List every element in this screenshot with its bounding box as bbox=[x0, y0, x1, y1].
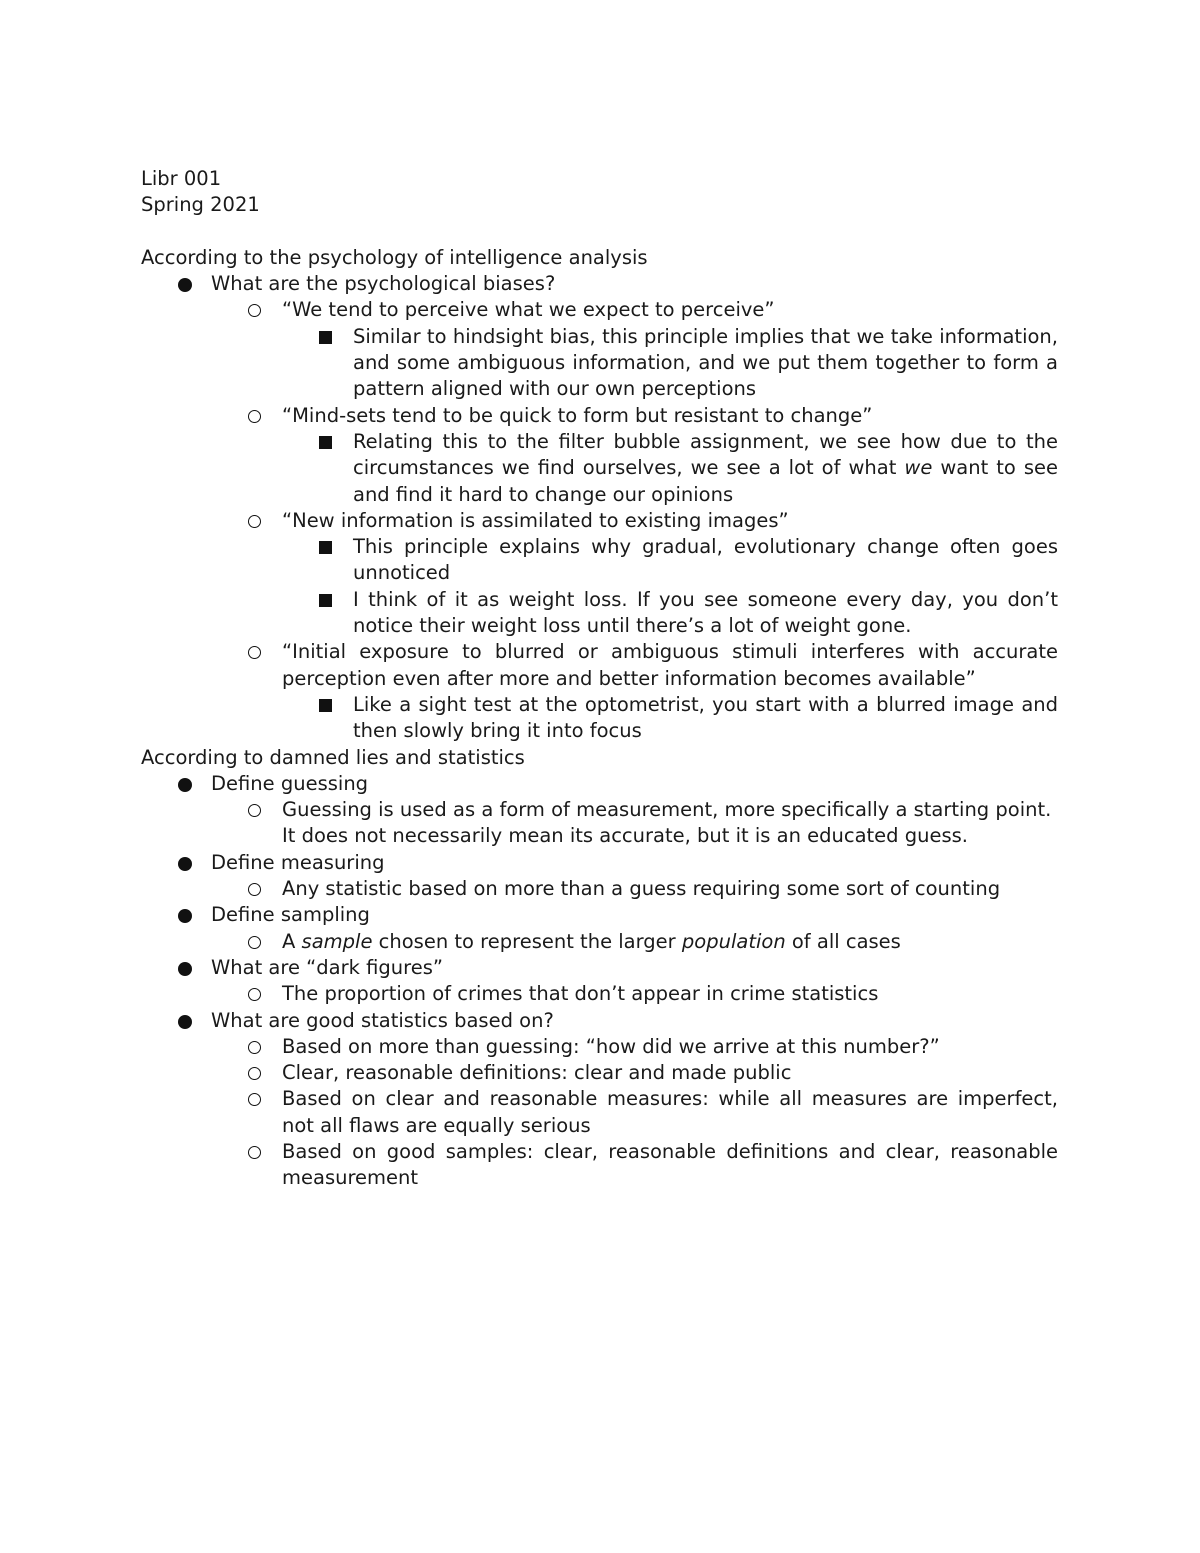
list-item-text: “We tend to perceive what we expect to perceive” bbox=[282, 298, 775, 322]
circle-bullet-icon bbox=[248, 797, 261, 824]
list-item-text: “New information is assimilated to existing images” bbox=[282, 508, 789, 532]
circle-bullet-icon bbox=[248, 1086, 261, 1113]
list-item bbox=[282, 1060, 1058, 1086]
square-bullet-icon bbox=[319, 324, 332, 351]
text-run: chosen to represent the larger bbox=[372, 929, 682, 953]
circle-bullet-icon bbox=[248, 981, 261, 1008]
list-item bbox=[282, 1086, 1058, 1139]
list-item bbox=[282, 876, 1058, 902]
circle-bullet-icon bbox=[248, 403, 261, 430]
list-item-text: Clear, reasonable definitions: clear and made public bbox=[282, 1061, 792, 1085]
list-item-text: Guessing is used as a form of measurement, more specifically a starting point. It does not necessarily mean its accurate, but it is an educated guess. bbox=[282, 798, 1052, 848]
list-item-text: Based on good samples: clear, reasonable definitions and clear, reasonable measurement bbox=[282, 1139, 1058, 1190]
circle-bullet-icon bbox=[248, 297, 261, 324]
bullet-icon bbox=[178, 955, 192, 983]
term: Spring 2021 bbox=[141, 193, 260, 217]
square-bullet-icon bbox=[319, 429, 332, 456]
list-item bbox=[282, 929, 1058, 955]
square-bullet-icon bbox=[319, 692, 332, 719]
bullet-icon bbox=[178, 902, 192, 930]
square-bullet-icon bbox=[319, 534, 332, 561]
list-item-text: Define guessing bbox=[211, 771, 369, 795]
list-item-text: Based on clear and reasonable measures: while all measures are imperfect, not all flaws are equally serious bbox=[282, 1087, 1058, 1137]
list-item-text: Define sampling bbox=[211, 903, 370, 927]
list-item bbox=[282, 639, 1058, 692]
list-item-text: Define measuring bbox=[211, 850, 385, 874]
list-item bbox=[211, 902, 1058, 928]
document-body bbox=[141, 166, 1058, 1192]
list-item bbox=[282, 1034, 1058, 1060]
list-item-text: Similar to hindsight bias, this principle implies that we take information, and some ambiguous information, and we put them together to form a pattern aligned with our own perceptions bbox=[353, 324, 1058, 401]
circle-bullet-icon bbox=[248, 1060, 261, 1087]
emphasis-text: population bbox=[681, 929, 786, 953]
circle-bullet-icon bbox=[248, 929, 261, 956]
list-item-text bbox=[353, 429, 1058, 508]
list-item bbox=[282, 981, 1058, 1007]
text-run: Relating this to the filter bubble assignment, we see how due to the circumstances we find ourselves, we see a lot of what bbox=[353, 429, 1058, 480]
circle-bullet-icon bbox=[248, 1034, 261, 1061]
bullet-icon bbox=[178, 271, 192, 299]
text-run: A bbox=[282, 929, 302, 953]
list-item-text: Like a sight test at the optometrist, you start with a blurred image and then slowly bring it into focus bbox=[353, 692, 1058, 743]
list-item bbox=[211, 271, 1058, 297]
list-item bbox=[353, 429, 1058, 508]
list-item bbox=[211, 771, 1058, 797]
list-item bbox=[353, 587, 1058, 640]
list-item-text: Any statistic based on more than a guess requiring some sort of counting bbox=[282, 877, 1001, 901]
list-item bbox=[353, 534, 1058, 587]
list-item bbox=[282, 403, 1058, 429]
section-heading: According to the psychology of intelligence analysis bbox=[141, 245, 648, 269]
list-item bbox=[353, 324, 1058, 403]
list-item-text: What are “dark figures” bbox=[211, 955, 443, 979]
emphasis-text: we bbox=[904, 456, 933, 480]
list-item-text bbox=[282, 929, 1058, 955]
bullet-icon bbox=[178, 771, 192, 799]
list-item-text: The proportion of crimes that don’t appear in crime statistics bbox=[282, 982, 879, 1006]
list-item-text: “Mind-sets tend to be quick to form but resistant to change” bbox=[282, 403, 873, 427]
list-item-text: “Initial exposure to blurred or ambiguous stimuli interferes with accurate perception even after more and better information becomes available” bbox=[282, 640, 1058, 690]
list-item bbox=[211, 850, 1058, 876]
bullet-icon bbox=[178, 850, 192, 878]
blank-line bbox=[141, 219, 1058, 245]
course-code: Libr 001 bbox=[141, 167, 222, 190]
circle-bullet-icon bbox=[248, 1139, 261, 1166]
text-run: of all cases bbox=[785, 929, 901, 953]
list-item-text: What are good statistics based on? bbox=[211, 1008, 554, 1032]
list-item bbox=[282, 1139, 1058, 1192]
list-item bbox=[282, 508, 1058, 534]
square-bullet-icon bbox=[319, 587, 332, 614]
text-run: want to see and find it hard to change our opinions bbox=[353, 456, 1058, 506]
emphasis-text: sample bbox=[301, 929, 373, 953]
list-item bbox=[282, 297, 1058, 323]
circle-bullet-icon bbox=[248, 639, 261, 666]
section-heading: According to damned lies and statistics bbox=[141, 745, 525, 769]
bullet-icon bbox=[178, 1008, 192, 1036]
list-item bbox=[211, 1008, 1058, 1034]
circle-bullet-icon bbox=[248, 876, 261, 903]
list-item-text: Based on more than guessing: “how did we arrive at this number?” bbox=[282, 1034, 940, 1058]
list-item bbox=[282, 797, 1058, 850]
circle-bullet-icon bbox=[248, 508, 261, 535]
list-item-text: What are the psychological biases? bbox=[211, 272, 556, 296]
list-item-text: I think of it as weight loss. If you see someone every day, you don’t notice their weight loss until there’s a lot of weight gone. bbox=[353, 587, 1058, 638]
list-item bbox=[353, 692, 1058, 745]
list-item-text: This principle explains why gradual, evolutionary change often goes unnoticed bbox=[353, 535, 1058, 585]
list-item bbox=[211, 955, 1058, 981]
